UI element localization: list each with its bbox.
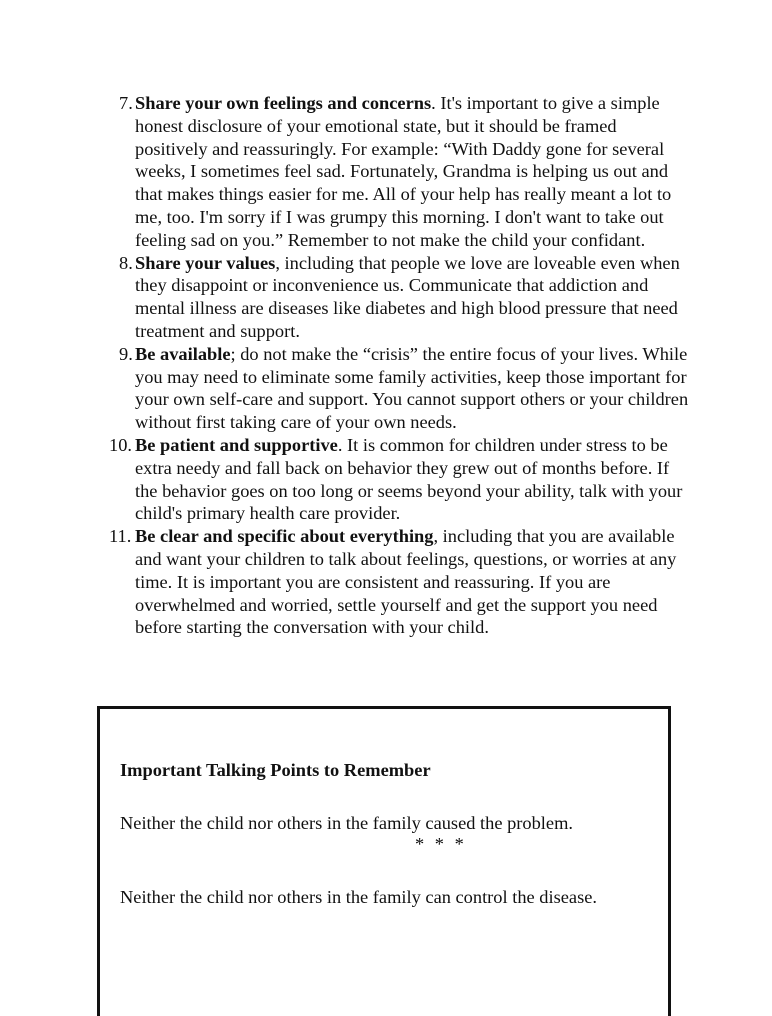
list-item: [113, 252, 693, 343]
list-item: [109, 434, 693, 525]
talking-point: Neither the child nor others in the family caused the problem.: [120, 813, 573, 833]
separator-stars: * * *: [415, 834, 467, 854]
list-item-heading: Be clear and specific about everything: [135, 526, 434, 547]
list-item-heading: Share your own feelings and concerns: [135, 93, 432, 113]
talking-points-title: Important Talking Points to Remember: [120, 760, 431, 780]
list-item-text: . It is common for children under stress to be extra needy and fall back on behavior they grew out of months before. If the behavior goes on too long or seems beyond your ability, talk with your child's primary health care provider.: [135, 434, 683, 524]
advice-list: [109, 92, 693, 639]
list-item: [109, 525, 693, 639]
list-item: [113, 343, 693, 434]
list-item-text: , including that people we love are loveable even when they disappoint or inconvenience us. Communicate that addiction and mental illness are diseases like diabetes and high blood pressure that need treatment and support.: [135, 252, 680, 341]
list-item-heading: Share your values: [135, 252, 276, 273]
list-item-number: 9.: [119, 343, 133, 364]
list-item-number: 10.: [109, 434, 132, 455]
list-item-text: ; do not make the “crisis” the entire focus of your lives. While you may need to eliminate some family activities, keep those important for your own self-care and support. You cannot support others or your children without first taking care of your own needs.: [135, 343, 689, 433]
list-item-heading: Be patient and supportive: [135, 434, 338, 455]
list-item-text: . It's important to give a simple honest disclosure of your emotional state, but it should be framed positively and reassuringly. For example: “With Daddy gone for several weeks, I sometimes feel sad. Fortunately, Grandma is helping us out and that makes things easier for me. All of your help has really meant a lot to me, too. I'm sorry if I was grumpy this morning. I don't want to take out feeling sad on you.” Remember to not make the child your confidant.: [135, 93, 672, 250]
list-item: [113, 92, 693, 252]
talking-points-box: [97, 706, 671, 1016]
list-item-number: 7.: [119, 93, 133, 113]
list-item-heading: Be available: [135, 343, 231, 364]
list-item-text: , including that you are available and want your children to talk about feelings, questions, or worries at any time. It is important you are consistent and reassuring. If you are overwhelmed and worried, settle yourself and get the support you need before starting the conversation with your child.: [135, 526, 677, 638]
list-item-number: 11.: [109, 526, 132, 547]
list-item-number: 8.: [119, 252, 133, 273]
talking-point: Neither the child nor others in the family can control the disease.: [120, 887, 597, 907]
